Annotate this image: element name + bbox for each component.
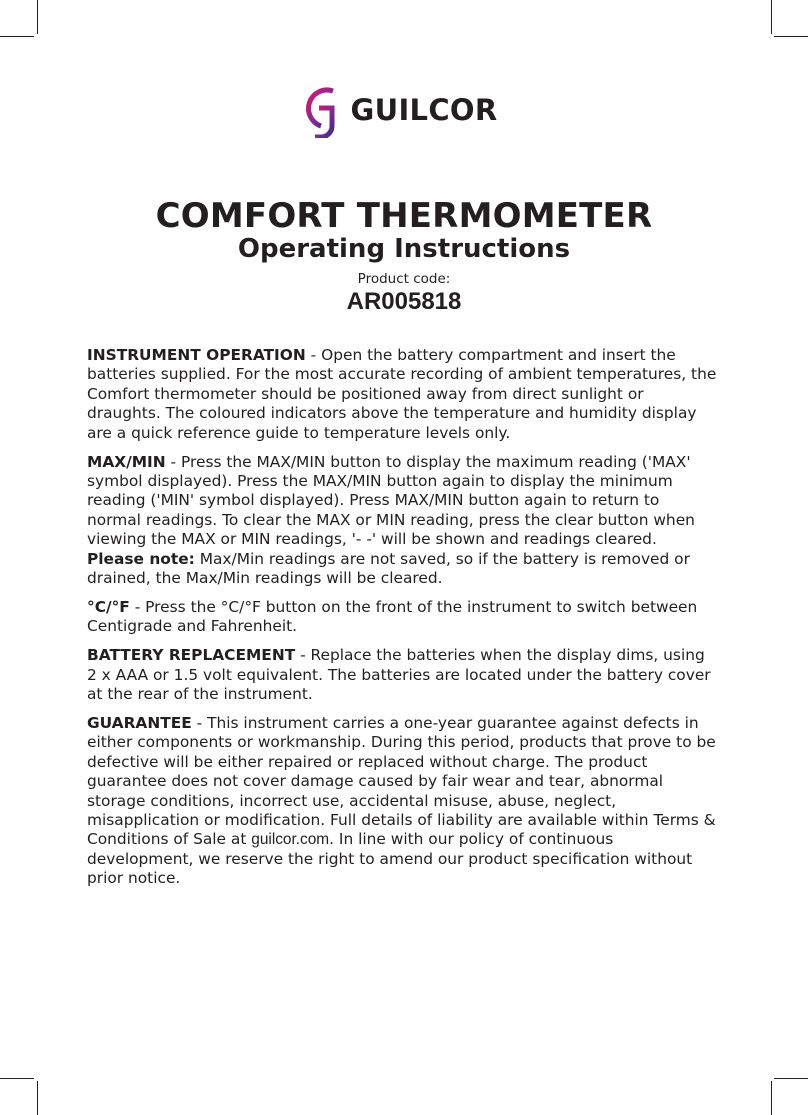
section-max-min: [87, 453, 717, 589]
section-heading: BATTERY REPLACEMENT: [87, 646, 296, 665]
section-heading: INSTRUMENT OPERATION: [87, 346, 306, 364]
crop-mark-top-right-vertical: [771, 0, 772, 34]
note-text: Max/Min readings are not saved, so if the battery is removed or drained, the Max/Min readings will be cleared.: [87, 549, 690, 587]
section-battery-replacement: [87, 646, 717, 704]
brand-logo: [0, 82, 808, 138]
section-text: - Press the °C/°F button on the front of the instrument to switch between Centigrade and Fahrenheit.: [87, 597, 698, 636]
section-guarantee: [87, 714, 717, 889]
crop-mark-bottom-left-horizontal: [0, 1078, 34, 1079]
section-text-continued: . In line with our policy of continuous development, we reserve the right to amend our product specification without prior notice.: [87, 830, 693, 888]
note-label: Please note:: [87, 549, 195, 568]
section-text: - This instrument carries a one-year guarantee against defects in either components or workmanship. During this period, products that prove to be defective will be either repaired or replaced without charge. The product guarantee does not cover damage caused by fair wear and tear, abnormal storage conditions, incorrect use, accidental misuse, abuse, neglect, misapplication or modification. Full details of liability are available within Terms & Conditions of Sale at: [87, 713, 716, 849]
page-title: COMFORT THERMOMETER: [155, 196, 653, 236]
instructions-body: [87, 346, 717, 898]
website-link[interactable]: guilcor.com: [251, 831, 330, 849]
section-heading: GUARANTEE: [87, 713, 192, 732]
section-text: - Replace the batteries when the display dims, using 2 x AAA or 1.5 volt equivalent. The batteries are located under the battery cover at the rear of the instrument.: [87, 646, 711, 703]
section-units: [87, 598, 717, 637]
guilcor-logo-icon: [299, 82, 343, 138]
section-heading: °C/°F: [87, 597, 130, 616]
page-subtitle: Operating Instructions: [237, 234, 571, 264]
section-text: - Open the battery compartment and insert the batteries supplied. For the most accurate recording of ambient temperatures, the Comfort thermometer should be positioned away from direct sunlight or draughts. The coloured indicators above the temperature and humidity display are a quick reference guide to temperature levels only.: [87, 346, 717, 442]
crop-mark-top-left-horizontal: [0, 36, 34, 37]
section-instrument-operation: [87, 346, 717, 443]
product-code-label: Product code:: [357, 271, 451, 287]
crop-mark-top-right-horizontal: [774, 36, 808, 37]
crop-mark-bottom-right-horizontal: [774, 1078, 808, 1079]
crop-mark-top-left-vertical: [37, 0, 38, 34]
crop-mark-bottom-left-vertical: [37, 1081, 38, 1115]
product-code: AR005818: [346, 288, 462, 315]
section-text: - Press the MAX/MIN button to display the maximum reading ('MAX' symbol displayed). Press the MAX/MIN button again to display the minimum reading ('MIN' symbol displayed). Press MAX/MIN button again to return to normal readings. To clear the MAX or MIN reading, press the clear button when viewing the MAX or MIN readings, '- -' will be shown and readings cleared.: [87, 452, 695, 549]
brand-name: GUILCOR: [350, 93, 498, 127]
section-heading: MAX/MIN: [87, 452, 166, 471]
crop-mark-bottom-right-vertical: [771, 1081, 772, 1115]
